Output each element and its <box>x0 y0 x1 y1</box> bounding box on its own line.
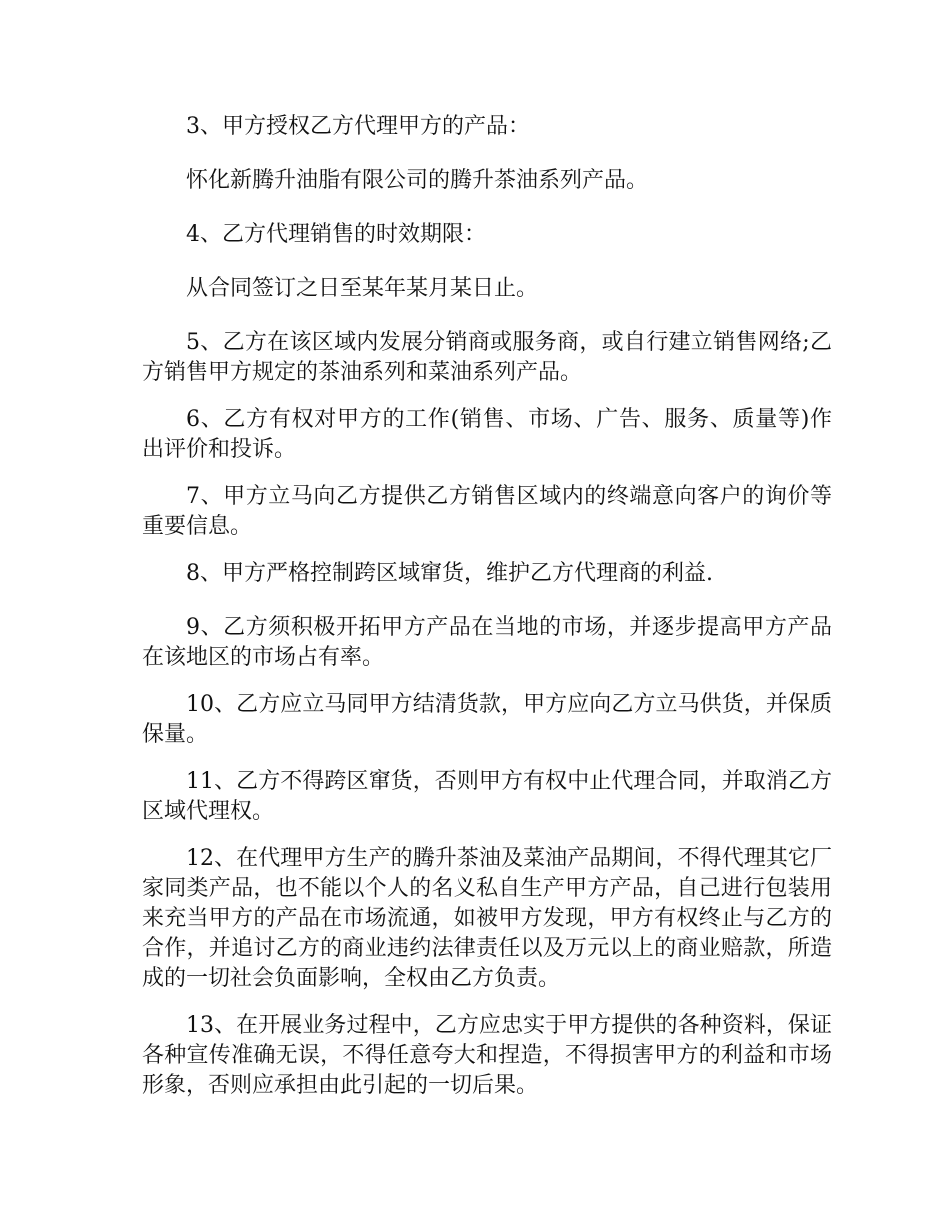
document-page <box>142 112 832 1118</box>
clause-12: 12、在代理甲方生产的腾升茶油及菜油产品期间，不得代理其它厂家同类产品，也不能以个人的名义私自生产甲方产品，自己进行包装用来充当甲方的产品在市场流通，如被甲方发现，甲方有权终止与乙方的合作，并追讨乙方的商业违约法律责任以及万元以上的商业赔款，所造成的一切社会负面影响，全权由乙方负责。 <box>142 846 832 991</box>
clause-10: 10、乙方应立马同甲方结清货款，甲方应向乙方立马供货，并保质保量。 <box>142 692 832 747</box>
clause-6: 6、乙方有权对甲方的工作(销售、市场、广告、服务、质量等)作出评价和投诉。 <box>142 407 832 462</box>
clause-3-heading: 3、甲方授权乙方代理甲方的产品： <box>186 114 530 139</box>
clause-11: 11、乙方不得跨区窜货，否则甲方有权中止代理合同，并取消乙方区域代理权。 <box>142 769 832 824</box>
clause-7: 7、甲方立马向乙方提供乙方销售区域内的终端意向客户的询价等重要信息。 <box>142 484 832 539</box>
clause-3-body: 怀化新腾升油脂有限公司的腾升茶油系列产品。 <box>186 168 649 193</box>
clause-5: 5、乙方在该区域内发展分销商或服务商，或自行建立销售网络;乙方销售甲方规定的茶油系列和菜油系列产品。 <box>142 330 832 385</box>
clause-4-heading: 4、乙方代理销售的时效期限： <box>186 222 486 247</box>
clause-4-body: 从合同签订之日至某年某月某日止。 <box>186 276 539 301</box>
clause-13: 13、在开展业务过程中，乙方应忠实于甲方提供的各种资料，保证各种宣传准确无误，不得任意夸大和捏造，不得损害甲方的利益和市场形象，否则应承担由此引起的一切后果。 <box>142 1013 832 1098</box>
clause-9: 9、乙方须积极开拓甲方产品在当地的市场，并逐步提高甲方产品在该地区的市场占有率。 <box>142 615 832 670</box>
clause-8: 8、甲方严格控制跨区域窜货，维护乙方代理商的利益. <box>186 561 713 586</box>
